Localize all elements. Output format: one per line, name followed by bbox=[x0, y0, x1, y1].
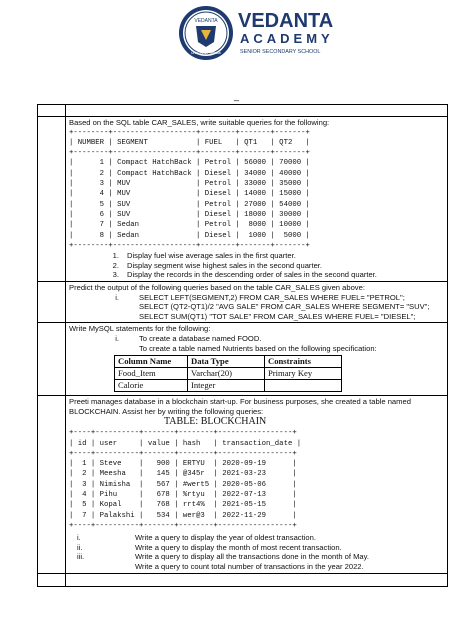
question-4 bbox=[38, 395, 447, 573]
q2-intro: Predict the output of the following queries based on the table CAR_SALES given above: bbox=[69, 282, 365, 292]
list-item: i. Write a query to display the year of oldest transaction. bbox=[77, 533, 316, 543]
nutrients-spec-table bbox=[114, 355, 342, 392]
svg-text:Unlocking Potential: Unlocking Potential bbox=[191, 51, 221, 55]
list-item: To create a table named Nutrients based on the following specification: bbox=[139, 343, 377, 353]
q3-intro: Write MySQL statements for the following: bbox=[69, 324, 211, 334]
q1-intro: Based on the SQL table CAR_SALES, write suitable queries for the following: bbox=[69, 118, 330, 127]
svg-text:VEDANTA: VEDANTA bbox=[194, 18, 218, 24]
header-row bbox=[38, 105, 447, 116]
list-item: 2. Display segment wise highest sales in the second quarter. bbox=[112, 260, 323, 270]
svg-text:VEDANTA: VEDANTA bbox=[238, 10, 334, 32]
svg-text:SENIOR SECONDARY SCHOOL: SENIOR SECONDARY SCHOOL bbox=[240, 49, 321, 55]
blockchain-table: +----+----------+-------+--------+-----------------+ | id | user | value | hash | transaction_date | +----+----------+-------+--------+-----------------+ | 1 | Steve | 900 | ERTYU | 2020-09-19 | | 2 | Meesha | 145 | @345r | 2021-03-23 | | 3 | Nimisha | 567 | #wert5 | 2020-05-06 | | 4 | Pihu | 678 | %rtyu | 2022-07-13 | | 5 | Kopal | 768 | rrt4% | 2021-05-15 | | 7 | Palakshi | 534 | wer@3 | 2022-11-29 | +----+----------+-------+--------+-----------------+ bbox=[69, 429, 302, 530]
q4-list bbox=[69, 533, 444, 571]
list-item: iii. Write a query to display all the transactions done in the month of May. bbox=[77, 552, 369, 562]
school-logo bbox=[176, 2, 336, 64]
list-item: ii. Write a query to display the month of most recent transaction. bbox=[77, 542, 342, 552]
list-item: 1. Display fuel wise average sales in the first quarter. bbox=[112, 251, 296, 261]
q4-intro: Preeti manages database in a blockchain start-up. For business purposes, she created a table named bbox=[69, 397, 411, 407]
list-item: Write a query to count total number of transactions in the year 2022. bbox=[135, 562, 364, 572]
svg-text:ACADEMY: ACADEMY bbox=[240, 31, 334, 46]
table-row: Calorie Integer bbox=[115, 380, 342, 392]
question-2 bbox=[38, 281, 447, 322]
list-item: SELECT SUM(QT1) "TOT SALE" FROM CAR_SALES WHERE FUEL= "DIESEL"; bbox=[139, 311, 416, 321]
list-item: i. To create a database named FOOD. bbox=[115, 333, 262, 343]
list-item: i. SELECT LEFT(SEGMENT,2) FROM CAR_SALES WHERE FUEL= "PETROL"; bbox=[115, 292, 405, 302]
question-1 bbox=[38, 116, 447, 281]
title-placeholder: _ bbox=[234, 91, 240, 101]
footer-row bbox=[38, 573, 447, 586]
car-sales-table: +--------+-------------------+--------+-------+-------+ | NUMBER | SEGMENT | FUEL | QT1 | QT2 | +--------+-------------------+--------+-------+-------+ | 1 | Compact HatchBack | Petrol | 56000 | 70000 | | 2 | Compact HatchBack | Diesel | 34000 | 40000 | | 3 | MUV | Petrol | 33000 | 35000 | | 4 | MUV | Diesel | 14000 | 15000 | | 5 | SUV | Petrol | 27000 | 54000 | | 6 | SUV | Diesel | 18000 | 30000 | | 7 | Sedan | Petrol | 8000 | 10000 | | 8 | Sedan | Diesel | 1000 | 5000 | +--------+-------------------+--------+-------+-------+ bbox=[69, 128, 310, 250]
q4-intro-cont: BLOCKCHAIN. Assist her by writing the following queries: bbox=[69, 406, 264, 416]
list-item: SELECT (QT2-QT1)/2 "AVG SALE" FROM CAR_SALES WHERE SEGMENT= "SUV"; bbox=[139, 302, 430, 312]
question-3 bbox=[38, 322, 447, 395]
blockchain-table-title: TABLE: BLOCKCHAIN bbox=[164, 416, 267, 428]
table-header-row: Column Name Data Type Constraints bbox=[115, 356, 342, 368]
school-seal-icon bbox=[176, 2, 336, 64]
question-table bbox=[37, 104, 448, 587]
list-item: 3. Display the records in the descending order of sales in the second quarter. bbox=[112, 270, 377, 280]
table-row: Food_Item Varchar(20) Primary Key bbox=[115, 368, 342, 380]
q1-list bbox=[69, 251, 444, 280]
